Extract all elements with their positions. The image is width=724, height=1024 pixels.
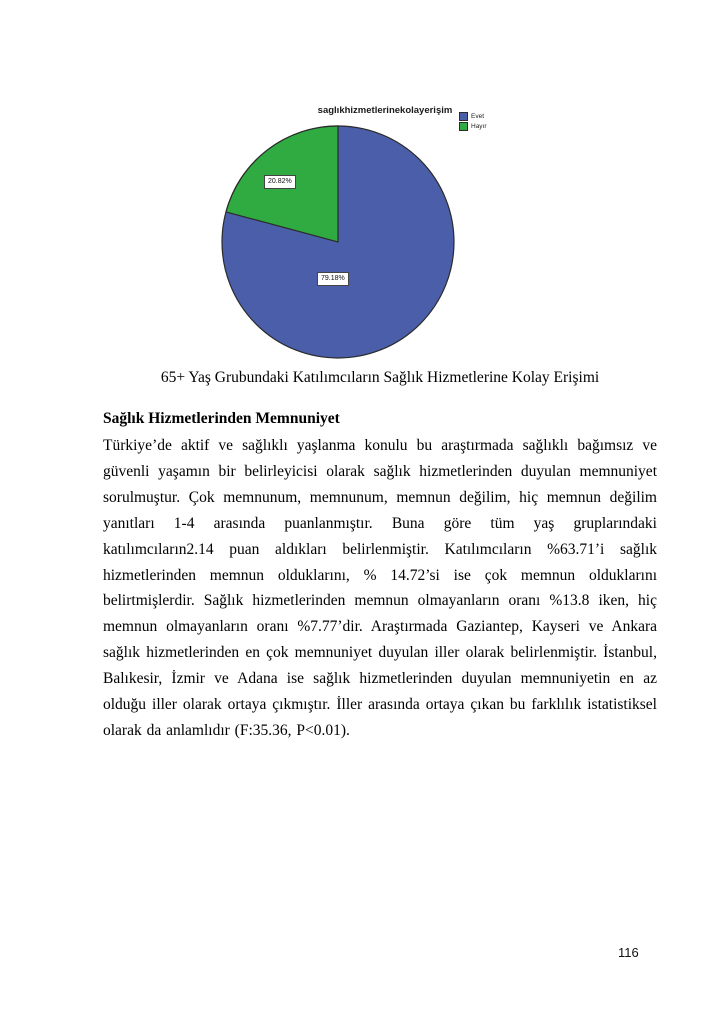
legend-item-evet <box>459 112 487 121</box>
page-number: 116 <box>618 945 639 960</box>
legend-swatch-hayir-icon <box>459 122 468 131</box>
chart-title: saglıkhizmetlerinekolayerişim <box>317 105 453 116</box>
figure-caption: 65+ Yaş Grubundaki Katılımcıların Sağlık Hizmetlerine Kolay Erişimi <box>160 369 600 386</box>
legend-swatch-evet-icon <box>459 112 468 121</box>
slice-label-hayir: 20.82% <box>264 175 296 189</box>
section-heading: Sağlık Hizmetlerinden Memnuniyet <box>103 410 340 427</box>
legend-item-hayir <box>459 122 487 131</box>
slice-label-evet: 79.18% <box>317 272 349 286</box>
chart-legend <box>459 112 487 132</box>
body-paragraph: Türkiye’de aktif ve sağlıklı yaşlanma konulu bu araştırmada sağlıklı bağımsız ve güvenli yaşamın bir belirleyicisi olarak sağlık hizmetlerinden duyulan memnuniyet sorulmuştur. Çok memnunum, memnunum, memnun değilim, hiç memnun değilim yanıtları 1-4 arasında puanlanmıştır. Buna göre tüm yaş gruplarındaki katılımcıların2.14 puan aldıkları belirlenmiştir. Katılımcıların %63.71’i sağlık hizmetlerinden memnun olduklarını, % 14.72’si ise çok memnun olduklarını belirtmişlerdir. Sağlık hizmetlerinden memnun olmayanların oranı %13.8 iken, hiç memnun olmayanların oranı %7.77’dir. Araştırmada Gaziantep, Kayseri ve Ankara sağlık hizmetlerinden en çok memnuniyet duyulan iller olarak belirlenmiştir. İstanbul, Balıkesir, İzmir ve Adana ise sağlık hizmetlerinden duyulan memnuniyetin en az olduğu iller olarak ortaya çıkmıştır. İller arasında ortaya çıkan bu farklılık istatistiksel olarak da anlamlıdır (F:35.36, P<0.01). <box>103 437 657 739</box>
pie-chart <box>221 125 455 359</box>
legend-label-hayir: Hayır <box>471 122 487 130</box>
legend-label-evet: Evet <box>471 112 485 120</box>
